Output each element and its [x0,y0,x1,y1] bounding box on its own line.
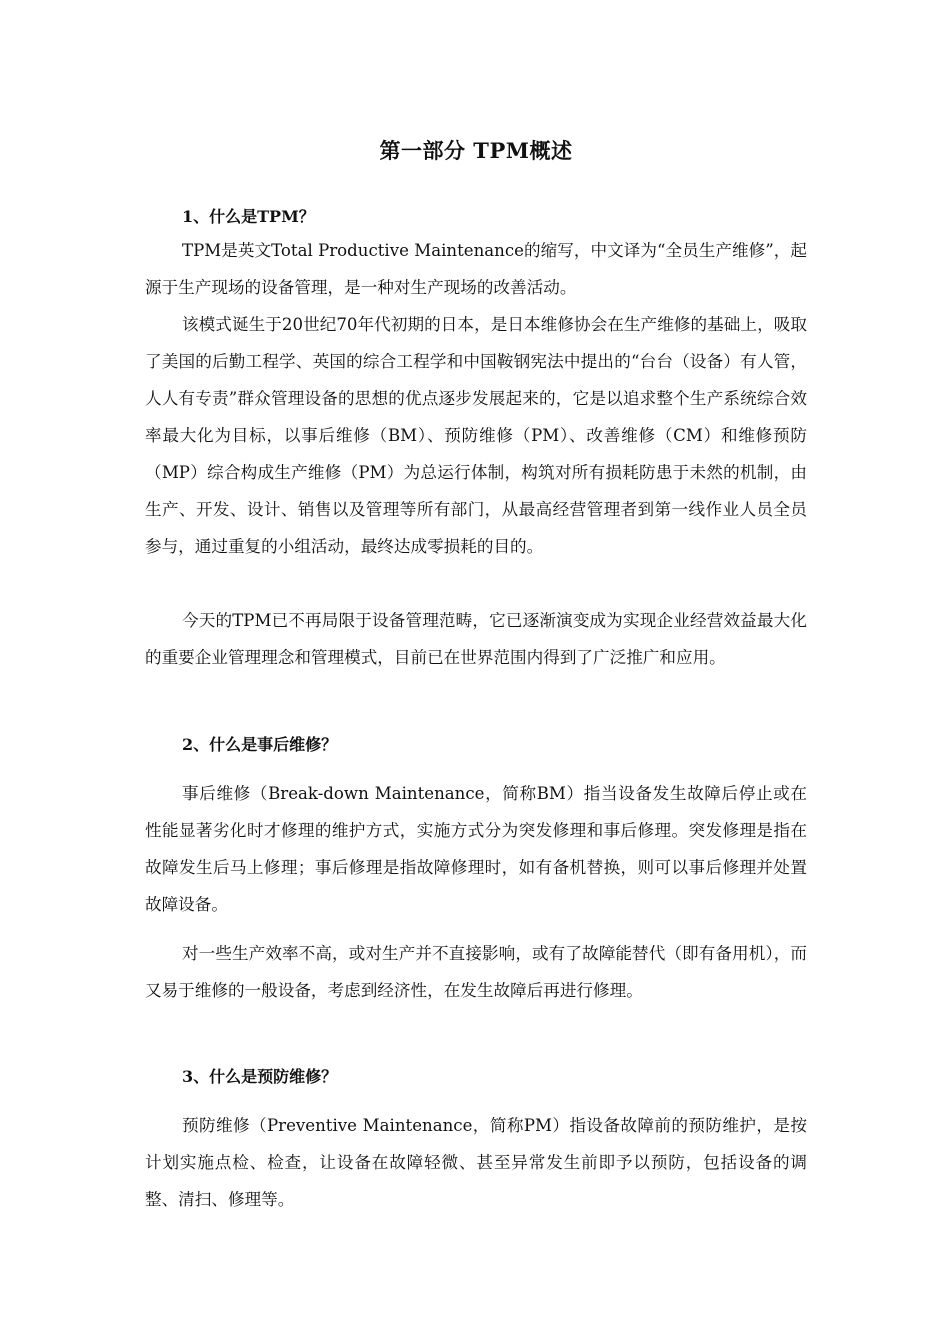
section-1-paragraph-1: TPM是英文Total Productive Maintenance的缩写，中文译为“全员生产维修”，起源于生产现场的设备管理，是一种对生产现场的改善活动。 [145,241,807,297]
section-1-paragraph-3: 今天的TPM已不再局限于设备管理范畴，它已逐渐演变成为实现企业经营效益最大化的重要企业管理理念和管理模式，目前已在世界范围内得到了广泛推广和应用。 [145,611,807,667]
section-3-heading: 3、什么是预防维修？ [182,1067,338,1086]
section-2-paragraph-1: 事后维修（Break-down Maintenance，简称BM）指当设备发生故障后停止或在性能显著劣化时才修理的维护方式，实施方式分为突发修理和事后修理。突发修理是指在故障发生后马上修理；事后修理是指故障修理时，如有备机替换，则可以事后修理并处置故障设备。 [145,784,807,914]
page-title: 第一部分 TPM概述 [379,138,573,163]
section-2-paragraph-2: 对一些生产效率不高，或对生产并不直接影响，或有了故障能替代（即有备用机），而又易于维修的一般设备，考虑到经济性，在发生故障后再进行修理。 [145,944,807,1000]
section-1-heading: 1、什么是TPM？ [182,207,315,226]
section-1-paragraph-2: 该模式诞生于20世纪70年代初期的日本，是日本维修协会在生产维修的基础上，吸取了美国的后勤工程学、英国的综合工程学和中国鞍钢宪法中提出的“台台（设备）有人管，人人有专责”群众管理设备的思想的优点逐步发展起来的，它是以追求整个生产系统综合效率最大化为目标，以事后维修（BM）、预防维修（PM）、改善维修（CM）和维修预防（MP）综合构成生产维修（PM）为总运行体制，构筑对所有损耗防患于未然的机制，由生产、开发、设计、销售以及管理等所有部门，从最高经营管理者到第一线作业人员全员参与，通过重复的小组活动，最终达成零损耗的目的。 [145,315,807,556]
section-3-paragraph-1: 预防维修（Preventive Maintenance，简称PM）指设备故障前的预防维护，是按计划实施点检、检查，让设备在故障轻微、甚至异常发生前即予以预防，包括设备的调整、清扫、修理等。 [145,1116,807,1209]
section-2-heading: 2、什么是事后维修？ [182,735,338,754]
